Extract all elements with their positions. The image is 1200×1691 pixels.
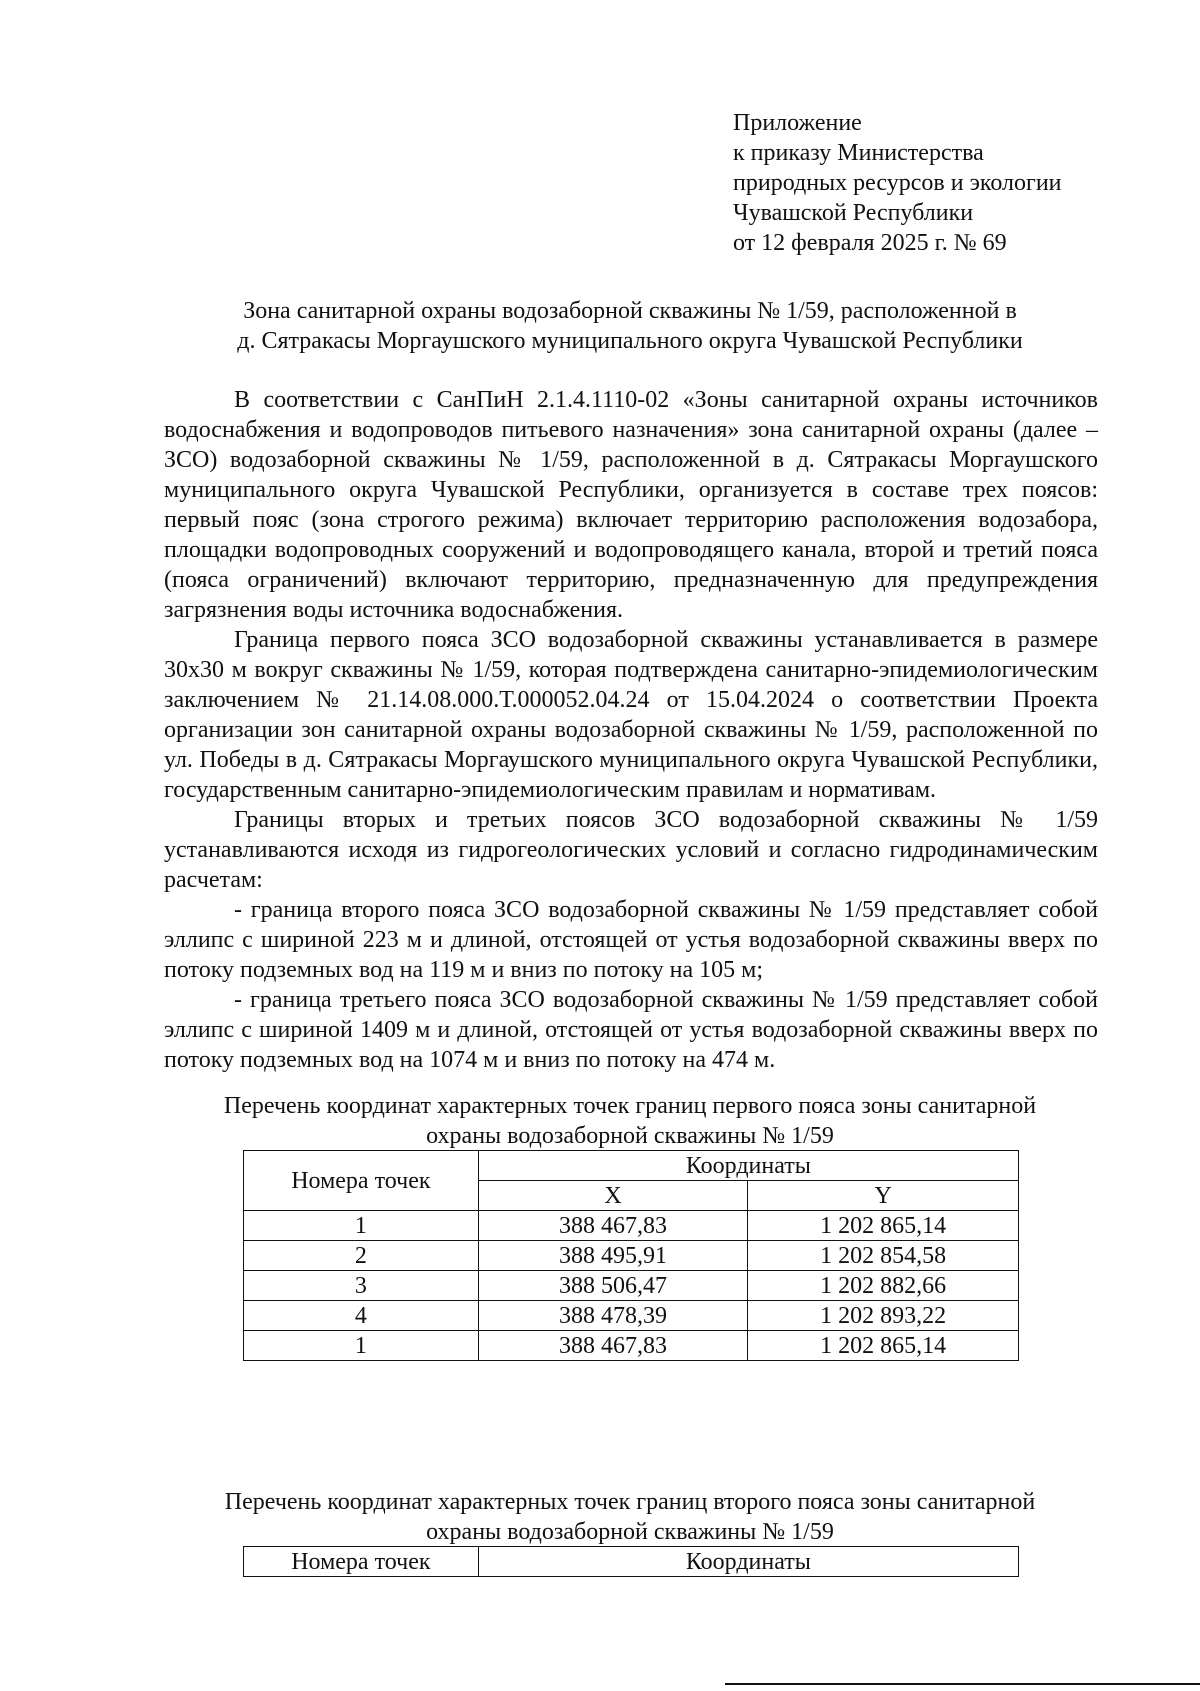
header-points: Номера точек (244, 1547, 479, 1577)
paragraph-second-third-belts: Границы вторых и третьих поясов ЗСО водозаборной скважины № 1/59 устанавливаются исходя из гидрогеологических условий и согласно гидродинамическим расчетам: (164, 807, 1098, 893)
paragraph-third-belt-boundary: - граница третьего пояса ЗСО водозаборной скважины № 1/59 представляет собой эллипс с шириной 1409 м и длиной, отстоящей от устья водозаборной скважины вверх по потоку подземных вод на 1074 м и вниз по потоку на 474 м. (164, 987, 1098, 1073)
paragraph-first-belt: Граница первого пояса ЗСО водозаборной скважины устанавливается в размере 30х30 м вокруг скважины № 1/59, которая подтверждена санитарно-эпидемиологическим заключением № 21.14.08.000.Т.000052.04.24 от 15.04.2024 о соответствии Проекта организации зон санитарной охраны водозаборной скважины № 1/59, расположенной по ул. Победы в д. Сятракасы Моргаушского муниципального округа Чувашской Республики, государственным санитарно-эпидемиологическим правилам и нормативам. (164, 627, 1098, 803)
document-title (150, 296, 1110, 356)
header-coordinates: Координаты (478, 1547, 1018, 1577)
appendix-line: от 12 февраля 2025 г. № 69 (733, 230, 1007, 256)
header-y: Y (748, 1181, 1019, 1211)
body-text (164, 385, 1098, 1075)
coord-x: 388 506,47 (478, 1271, 748, 1301)
appendix-line: Приложение (733, 110, 862, 136)
coordinates-table-second-belt (243, 1546, 1019, 1577)
header-x: X (478, 1181, 748, 1211)
point-number: 2 (244, 1241, 479, 1271)
appendix-block (733, 108, 1153, 258)
point-number: 3 (244, 1271, 479, 1301)
table1-caption (150, 1091, 1110, 1151)
table-row (244, 1271, 1019, 1301)
title-line-1: Зона санитарной охраны водозаборной скважины № 1/59, расположенной в (243, 298, 1017, 324)
coord-x: 388 478,39 (478, 1301, 748, 1331)
coord-y: 1 202 854,58 (748, 1241, 1019, 1271)
appendix-line: природных ресурсов и экологии (733, 170, 1062, 196)
coord-y: 1 202 865,14 (748, 1211, 1019, 1241)
coord-x: 388 495,91 (478, 1241, 748, 1271)
title-line-2: д. Сятракасы Моргаушского муниципального округа Чувашской Республики (237, 328, 1023, 354)
table-row (244, 1301, 1019, 1331)
table-row (244, 1211, 1019, 1241)
appendix-line: к приказу Министерства (733, 140, 984, 166)
coordinates-table-first-belt (243, 1150, 1019, 1361)
appendix-line: Чувашской Республики (733, 200, 974, 226)
coord-x: 388 467,83 (478, 1211, 748, 1241)
coord-y: 1 202 893,22 (748, 1301, 1019, 1331)
table1-caption-line-1: Перечень координат характерных точек границ первого пояса зоны санитарной (223, 1093, 1037, 1119)
point-number: 1 (244, 1331, 479, 1361)
table-row (244, 1331, 1019, 1361)
coord-y: 1 202 882,66 (748, 1271, 1019, 1301)
paragraph-second-belt-boundary: - граница второго пояса ЗСО водозаборной скважины № 1/59 представляет собой эллипс с шириной 223 м и длиной, отстоящей от устья водозаборной скважины вверх по потоку подземных вод на 119 м и вниз по потоку на 105 м; (164, 897, 1098, 983)
table-header-row (244, 1151, 1019, 1181)
coord-y: 1 202 865,14 (748, 1331, 1019, 1361)
table-header-row (244, 1547, 1019, 1577)
header-coordinates: Координаты (478, 1151, 1018, 1181)
point-number: 1 (244, 1211, 479, 1241)
table1-caption-line-2: охраны водозаборной скважины № 1/59 (426, 1123, 834, 1149)
paragraph-intro: В соответствии с СанПиН 2.1.4.1110-02 «Зоны санитарной охраны источников водоснабжения и водопроводов питьевого назначения» зона санитарной охраны (далее – ЗСО) водозаборной скважины № 1/59, расположенной в д. Сятракасы Моргаушского муниципального округа Чувашской Республики, организуется в составе трех поясов: первый пояс (зона строгого режима) включает территорию расположения водозабора, площадки водопроводных сооружений и водопроводящего канала, второй и третий пояса (пояса ограничений) включают территорию, предназначенную для предупреждения загрязнения воды источника водоснабжения. (164, 387, 1098, 623)
point-number: 4 (244, 1301, 479, 1331)
page-bottom-rule (725, 1683, 1200, 1685)
table2-caption-line-2: охраны водозаборной скважины № 1/59 (426, 1519, 834, 1545)
header-points: Номера точек (244, 1151, 479, 1211)
table2-caption-line-1: Перечень координат характерных точек границ второго пояса зоны санитарной (224, 1489, 1036, 1515)
table2-caption (150, 1487, 1110, 1547)
table-row (244, 1241, 1019, 1271)
coord-x: 388 467,83 (478, 1331, 748, 1361)
